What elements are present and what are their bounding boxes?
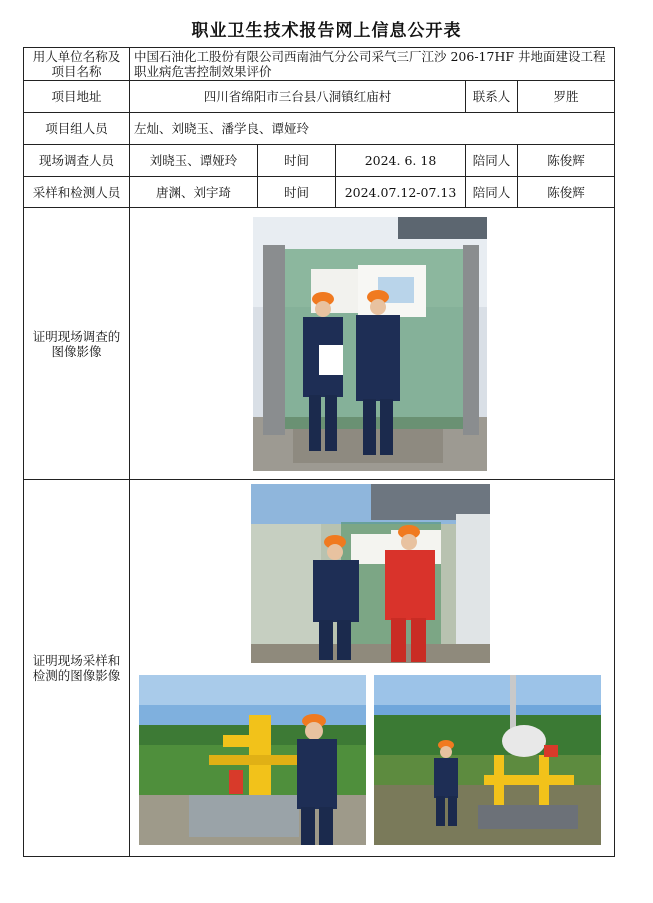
sampling-photo-1 — [251, 484, 490, 663]
team-label: 项目组人员 — [24, 113, 130, 145]
team-value: 左灿、刘晓玉、潘学良、谭娅玲 — [130, 113, 615, 145]
page-title: 职业卫生技术报告网上信息公开表 — [191, 21, 462, 41]
address-value: 四川省绵阳市三台县八洞镇红庙村 — [130, 81, 466, 113]
survey-value: 刘晓玉、谭娅玲 — [130, 145, 258, 177]
table-row — [24, 81, 615, 113]
survey-time-label: 时间 — [258, 145, 336, 177]
sampling-photo-3 — [374, 675, 601, 845]
table-row — [24, 113, 615, 145]
survey-time-value: 2024. 6. 18 — [336, 145, 466, 177]
contact-label: 联系人 — [466, 81, 518, 113]
survey-label: 现场调查人员 — [24, 145, 130, 177]
address-label: 项目地址 — [24, 81, 130, 113]
employer-label: 用人单位名称及项目名称 — [24, 48, 130, 81]
sampling-photo-label: 证明现场采样和检测的图像影像 — [24, 480, 130, 857]
table-row — [24, 48, 615, 81]
sampling-escort-label: 陪同人 — [466, 177, 518, 208]
survey-photo — [253, 217, 487, 471]
survey-escort-label: 陪同人 — [466, 145, 518, 177]
sampling-escort-value: 陈俊辉 — [518, 177, 615, 208]
sampling-time-label: 时间 — [258, 177, 336, 208]
employer-value: 中国石油化工股份有限公司西南油气分公司采气三厂江沙 206-17HF 井地面建设工程职业病危害控制效果评价 — [130, 48, 615, 81]
sampling-photo-2 — [139, 675, 366, 845]
survey-photo-label: 证明现场调查的图像影像 — [24, 208, 130, 480]
sampling-value: 唐渊、刘宇琦 — [130, 177, 258, 208]
sampling-label: 采样和检测人员 — [24, 177, 130, 208]
table-row — [24, 145, 615, 177]
contact-value: 罗胜 — [518, 81, 615, 113]
table-row — [24, 177, 615, 208]
survey-escort-value: 陈俊辉 — [518, 145, 615, 177]
sampling-time-value: 2024.07.12-07.13 — [336, 177, 466, 208]
